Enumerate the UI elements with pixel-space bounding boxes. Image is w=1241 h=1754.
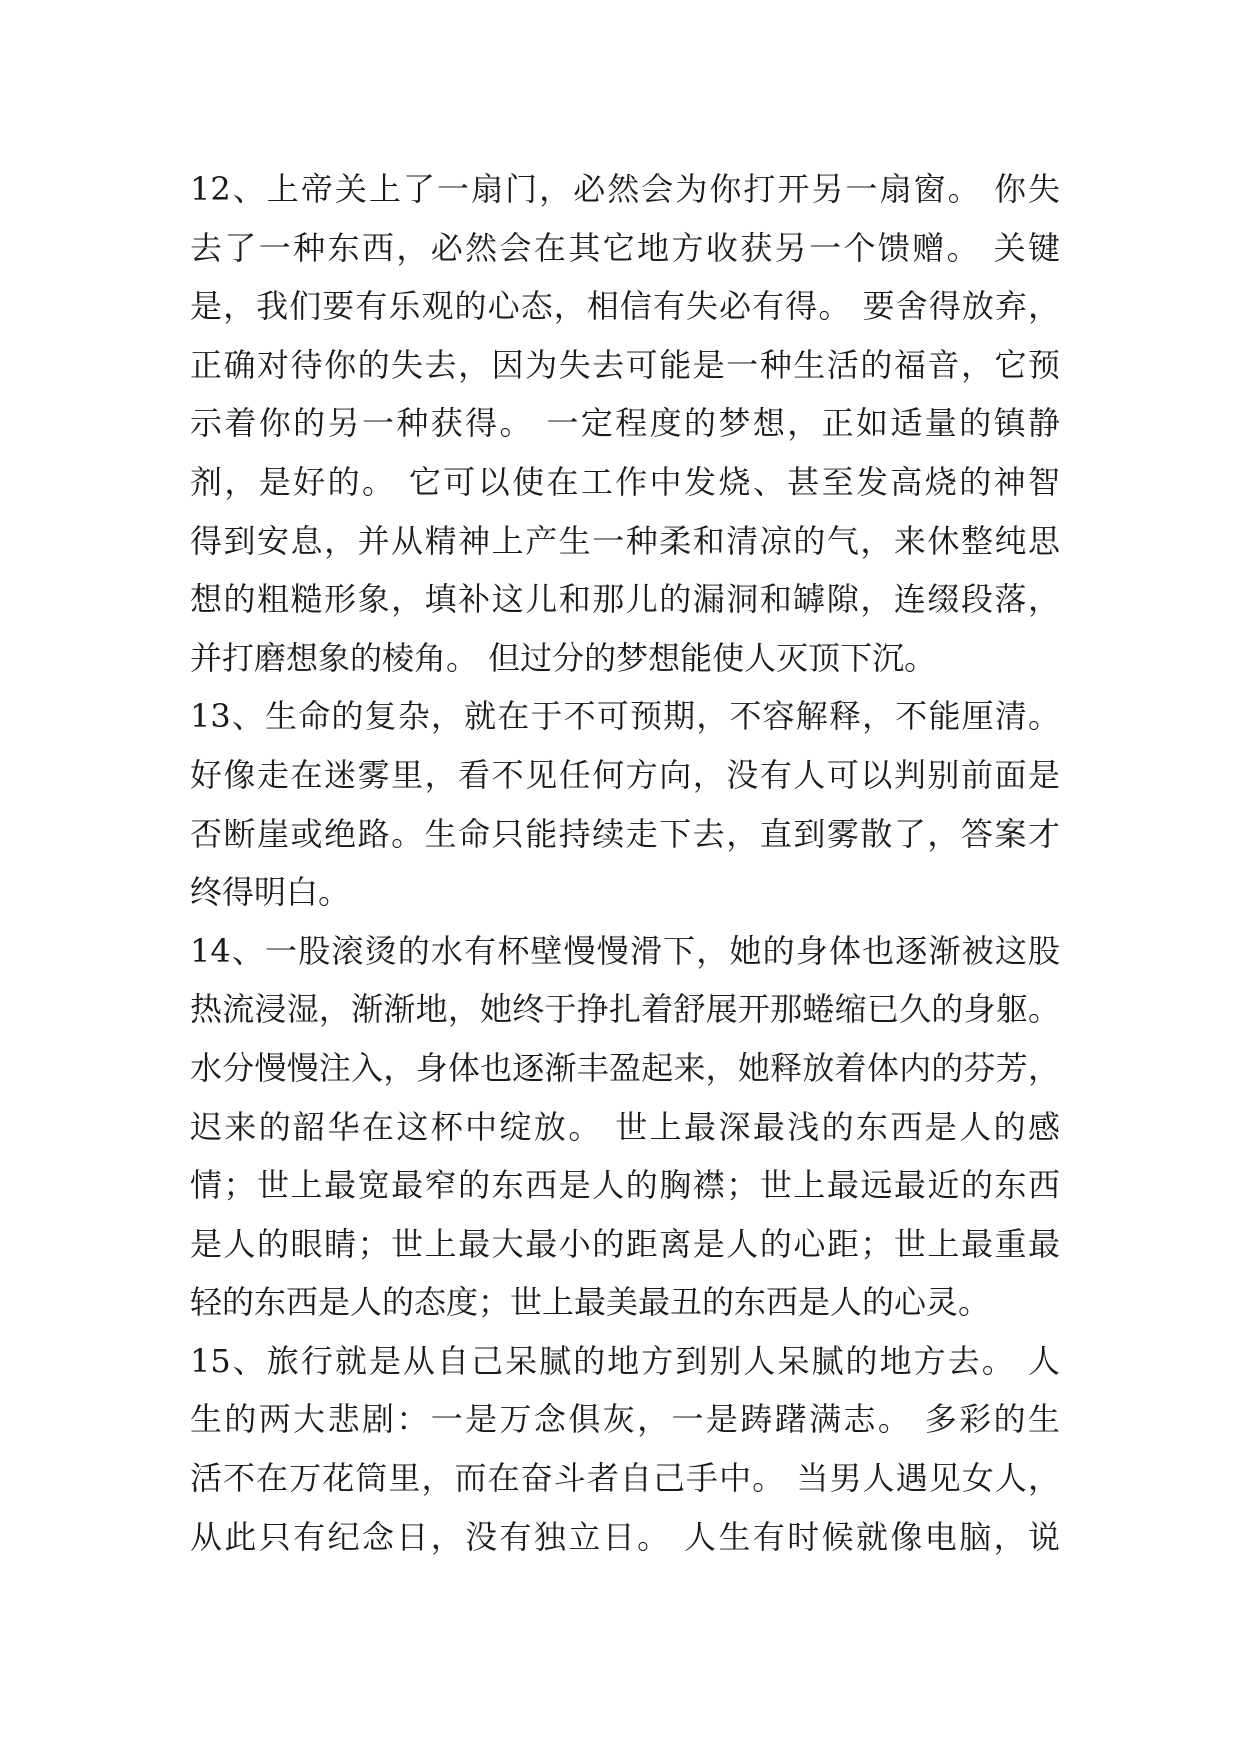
text-line: 示着你的另一种获得。 一定程度的梦想，正如适量的镇静 bbox=[190, 404, 1060, 443]
text-line: 并打磨想象的棱角。 但过分的梦想能使人灭顶下沉。 bbox=[190, 638, 937, 677]
text-line: 正确对待你的失去，因为失去可能是一种生活的福音，它预 bbox=[190, 345, 1060, 384]
text-line: 剂，是好的。 它可以使在工作中发烧、甚至发高烧的神智 bbox=[190, 462, 1060, 501]
text-line: 活不在万花筒里，而在奋斗者自己手中。 当男人遇见女人， bbox=[190, 1459, 1060, 1498]
text-line: 热流浸湿，渐渐地，她终于挣扎着舒展开那蜷缩已久的身躯。 bbox=[190, 990, 1060, 1029]
text-line: 好像走在迷雾里，看不见任何方向，没有人可以判别前面是 bbox=[190, 755, 1060, 794]
text-line: 是，我们要有乐观的心态，相信有失必有得。 要舍得放弃， bbox=[190, 287, 1060, 326]
paragraph-14 bbox=[190, 922, 1060, 1332]
text-line: 情；世上最宽最窄的东西是人的胸襟；世上最远最近的东西 bbox=[190, 1166, 1060, 1205]
text-line: 迟来的韶华在这杯中绽放。 世上最深最浅的东西是人的感 bbox=[190, 1107, 1060, 1146]
text-line: 轻的东西是人的态度；世上最美最丑的东西是人的心灵。 bbox=[190, 1283, 991, 1322]
text-line: 从此只有纪念日，没有独立日。 人生有时候就像电脑，说 bbox=[190, 1517, 1060, 1556]
paragraph-15 bbox=[190, 1332, 1060, 1566]
text-line: 终得明白。 bbox=[190, 873, 351, 912]
text-line: 否断崖或绝路。生命只能持续走下去，直到雾散了，答案才 bbox=[190, 814, 1060, 853]
paragraph-13 bbox=[190, 687, 1060, 921]
text-line: 得到安息，并从精神上产生一种柔和清凉的气，来休整纯思 bbox=[190, 521, 1060, 560]
text-line: 15、旅行就是从自己呆腻的地方到别人呆腻的地方去。 人 bbox=[190, 1341, 1060, 1380]
text-line: 水分慢慢注入，身体也逐渐丰盈起来，她释放着体内的芬芳， bbox=[190, 1048, 1060, 1087]
text-line: 13、生命的复杂，就在于不可预期，不容解释，不能厘清。 bbox=[190, 697, 1060, 736]
text-line: 生的两大悲剧：一是万念俱灰，一是踌躇满志。 多彩的生 bbox=[190, 1400, 1060, 1439]
body-text bbox=[190, 160, 1060, 1566]
paragraph-12 bbox=[190, 160, 1060, 687]
text-line: 14、一股滚烫的水有杯壁慢慢滑下，她的身体也逐渐被这股 bbox=[190, 931, 1060, 970]
text-line: 是人的眼睛；世上最大最小的距离是人的心距；世上最重最 bbox=[190, 1224, 1060, 1263]
text-line: 12、上帝关上了一扇门，必然会为你打开另一扇窗。 你失 bbox=[190, 170, 1060, 208]
text-line: 想的粗糙形象，填补这儿和那儿的漏洞和罅隙，连缀段落， bbox=[190, 580, 1060, 619]
text-line: 去了一种东西，必然会在其它地方收获另一个馈赠。 关键 bbox=[190, 228, 1060, 267]
